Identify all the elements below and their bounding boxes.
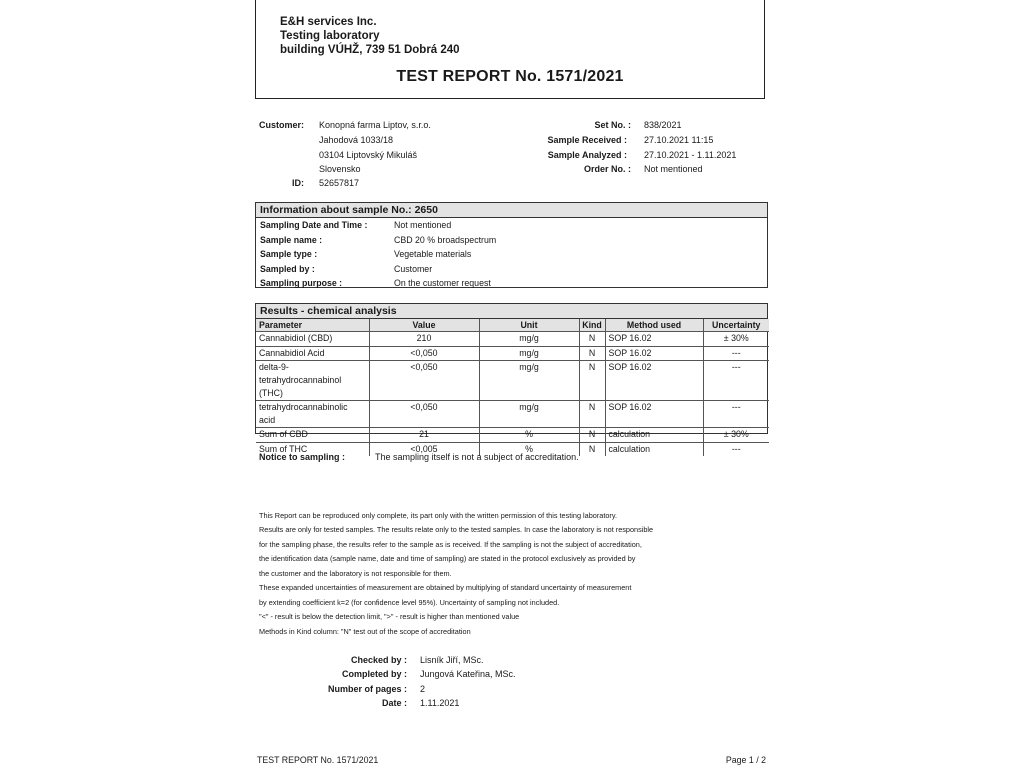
cell-kind: N [579,442,605,456]
sample-received-label: Sample Received : [547,135,627,145]
table-row [256,332,769,347]
report-header [255,0,765,99]
sample-info-value: CBD 20 % broadspectrum [394,234,497,245]
disclaimer-line: for the sampling phase, the results refer to the sample as is received. If the sampling is not the subject of accreditation, [259,540,642,549]
cell-method: SOP 16.02 [605,401,703,428]
checked-by-label: Checked by : [350,655,407,665]
cell-value: <0,050 [369,361,479,401]
col-header-value: Value [369,319,479,332]
sample-info-value: Not mentioned [394,220,452,230]
sample-info-row [256,276,767,291]
notice-label: Notice to sampling : [259,452,346,462]
cell-unit: % [479,428,579,443]
sample-analyzed-value: 27.10.2021 - 1.11.2021 [644,150,737,160]
order-no-label: Order No. : [583,164,631,174]
cell-parameter-line1: delta-9-tetrahydrocannabinol [259,362,342,385]
sample-info-key: Sample type : [260,249,318,259]
col-header-kind: Kind [579,319,605,332]
company-address: building VÚHŽ, 739 51 Dobrá 240 [280,44,460,56]
cell-value: 210 [369,332,479,347]
cell-unit: mg/g [479,346,579,361]
cell-parameter: Cannabidiol (CBD) [256,332,369,347]
footer-page-number: Page 1 / 2 [725,755,766,765]
sample-info-key: Sampling purpose : [260,278,343,288]
cell-value: <0,050 [369,401,479,428]
cell-uncertainty: ± 30% [703,332,769,347]
customer-label: Customer: [259,120,305,130]
col-header-uncertainty: Uncertainty [703,319,769,332]
sample-received-value: 27.10.2021 11:15 [644,135,714,145]
col-header-parameter: Parameter [256,319,369,332]
col-header-method: Method used [605,319,703,332]
cell-uncertainty: ± 30% [703,428,769,443]
footer-report-no: TEST REPORT No. 1571/2021 [257,755,379,765]
disclaimer-line: the customer and the laboratory is not responsible for them. [259,569,452,578]
disclaimer-line: by extending coefficient k=2 (for confidence level 95%). Uncertainty of sampling not included. [259,598,560,607]
cell-kind: N [579,332,605,347]
cell-method: SOP 16.02 [605,346,703,361]
table-row [256,401,769,428]
set-no-value: 838/2021 [644,120,682,130]
cell-kind: N [579,346,605,361]
sample-analyzed-label: Sample Analyzed : [547,150,627,160]
cell-method: calculation [605,428,703,443]
customer-id-label: ID: [292,178,304,188]
sample-info-row [256,262,767,277]
cell-parameter: Cannabidiol Acid [256,346,369,361]
results-table [256,319,769,456]
sample-info-key: Sample name : [260,234,323,245]
cell-method: SOP 16.02 [605,361,703,401]
company-name: E&H services Inc. [280,16,377,28]
cell-unit: % [479,442,579,456]
notice-text: The sampling itself is not a subject of accreditation. [375,452,579,462]
cell-value: <0,005 [369,442,479,456]
disclaimer-line: "<" - result is below the detection limit, ">" - result is higher than mentioned value [259,612,520,621]
sample-info-value: Customer [394,263,433,274]
sample-info-key: Sampling Date and Time : [260,220,368,230]
cell-parameter: Sum of CBD [256,428,369,443]
cell-uncertainty: --- [703,401,769,428]
sample-info-key: Sampled by : [260,263,315,274]
cell-parameter-line2: (THC) [259,388,283,398]
cell-method: calculation [605,442,703,456]
order-no-value: Not mentioned [644,164,703,174]
pages-value: 2 [420,684,426,694]
disclaimer-line: Results are only for tested samples. The results relate only to the tested samples. In case the laboratory is not responsible [259,525,654,534]
cell-kind: N [579,401,605,428]
cell-uncertainty: --- [703,346,769,361]
sample-info-row [256,218,767,233]
customer-line1: Konopná farma Liptov, s.r.o. [319,120,431,130]
disclaimer-line: Methods in Kind column: "N" test out of the scope of accreditation [259,627,471,636]
company-department: Testing laboratory [280,30,380,42]
col-header-unit: Unit [479,319,579,332]
cell-uncertainty: --- [703,361,769,401]
cell-kind: N [579,361,605,401]
cell-value: 21 [369,428,479,443]
cell-kind: N [579,428,605,443]
pages-label: Number of pages : [327,684,407,694]
cell-parameter: tetrahydrocannabinolic acid [256,401,369,428]
disclaimer-line: This Report can be reproduced only complete, its part only with the written permission of this testing laboratory. [259,511,617,520]
results-title: Results - chemical analysis [256,304,767,319]
completed-by-label: Completed by : [341,669,407,679]
sample-info-box [255,202,768,288]
cell-uncertainty: --- [703,442,769,456]
date-label: Date : [381,698,407,708]
table-row [256,361,769,401]
cell-unit: mg/g [479,401,579,428]
cell-unit: mg/g [479,361,579,401]
date-value: 1.11.2021 [420,698,460,708]
sample-info-value: Vegetable materials [394,249,472,259]
report-title: TEST REPORT No. 1571/2021 [396,68,624,85]
results-header-row [256,319,769,332]
results-box [255,303,768,454]
cell-unit: mg/g [479,332,579,347]
customer-line4: Slovensko [319,164,361,174]
sample-info-title: Information about sample No.: 2650 [256,203,767,218]
table-row [256,346,769,361]
cell-value: <0,050 [369,346,479,361]
checked-by-value: Lisník Jiří, MSc. [420,655,484,665]
completed-by-value: Jungová Kateřina, MSc. [420,669,516,679]
set-no-label: Set No. : [594,120,631,130]
customer-line3: 03104 Liptovský Mikuláš [319,150,418,160]
table-row [256,428,769,443]
cell-parameter [256,361,369,401]
disclaimer-line: the identification data (sample name, date and time of sampling) are stated in the protocol exclusively as provided by [259,554,636,563]
disclaimer-line: These expanded uncertainties of measurement are obtained by multiplying of standard uncertainty of measurement [259,583,632,592]
cell-parameter: Sum of THC [256,442,369,456]
customer-id: 52657817 [319,178,360,188]
sample-info-row [256,233,767,248]
cell-method: SOP 16.02 [605,332,703,347]
customer-line2: Jahodová 1033/18 [319,135,394,145]
sample-info-value: On the customer request [394,278,491,288]
sample-info-row [256,247,767,262]
